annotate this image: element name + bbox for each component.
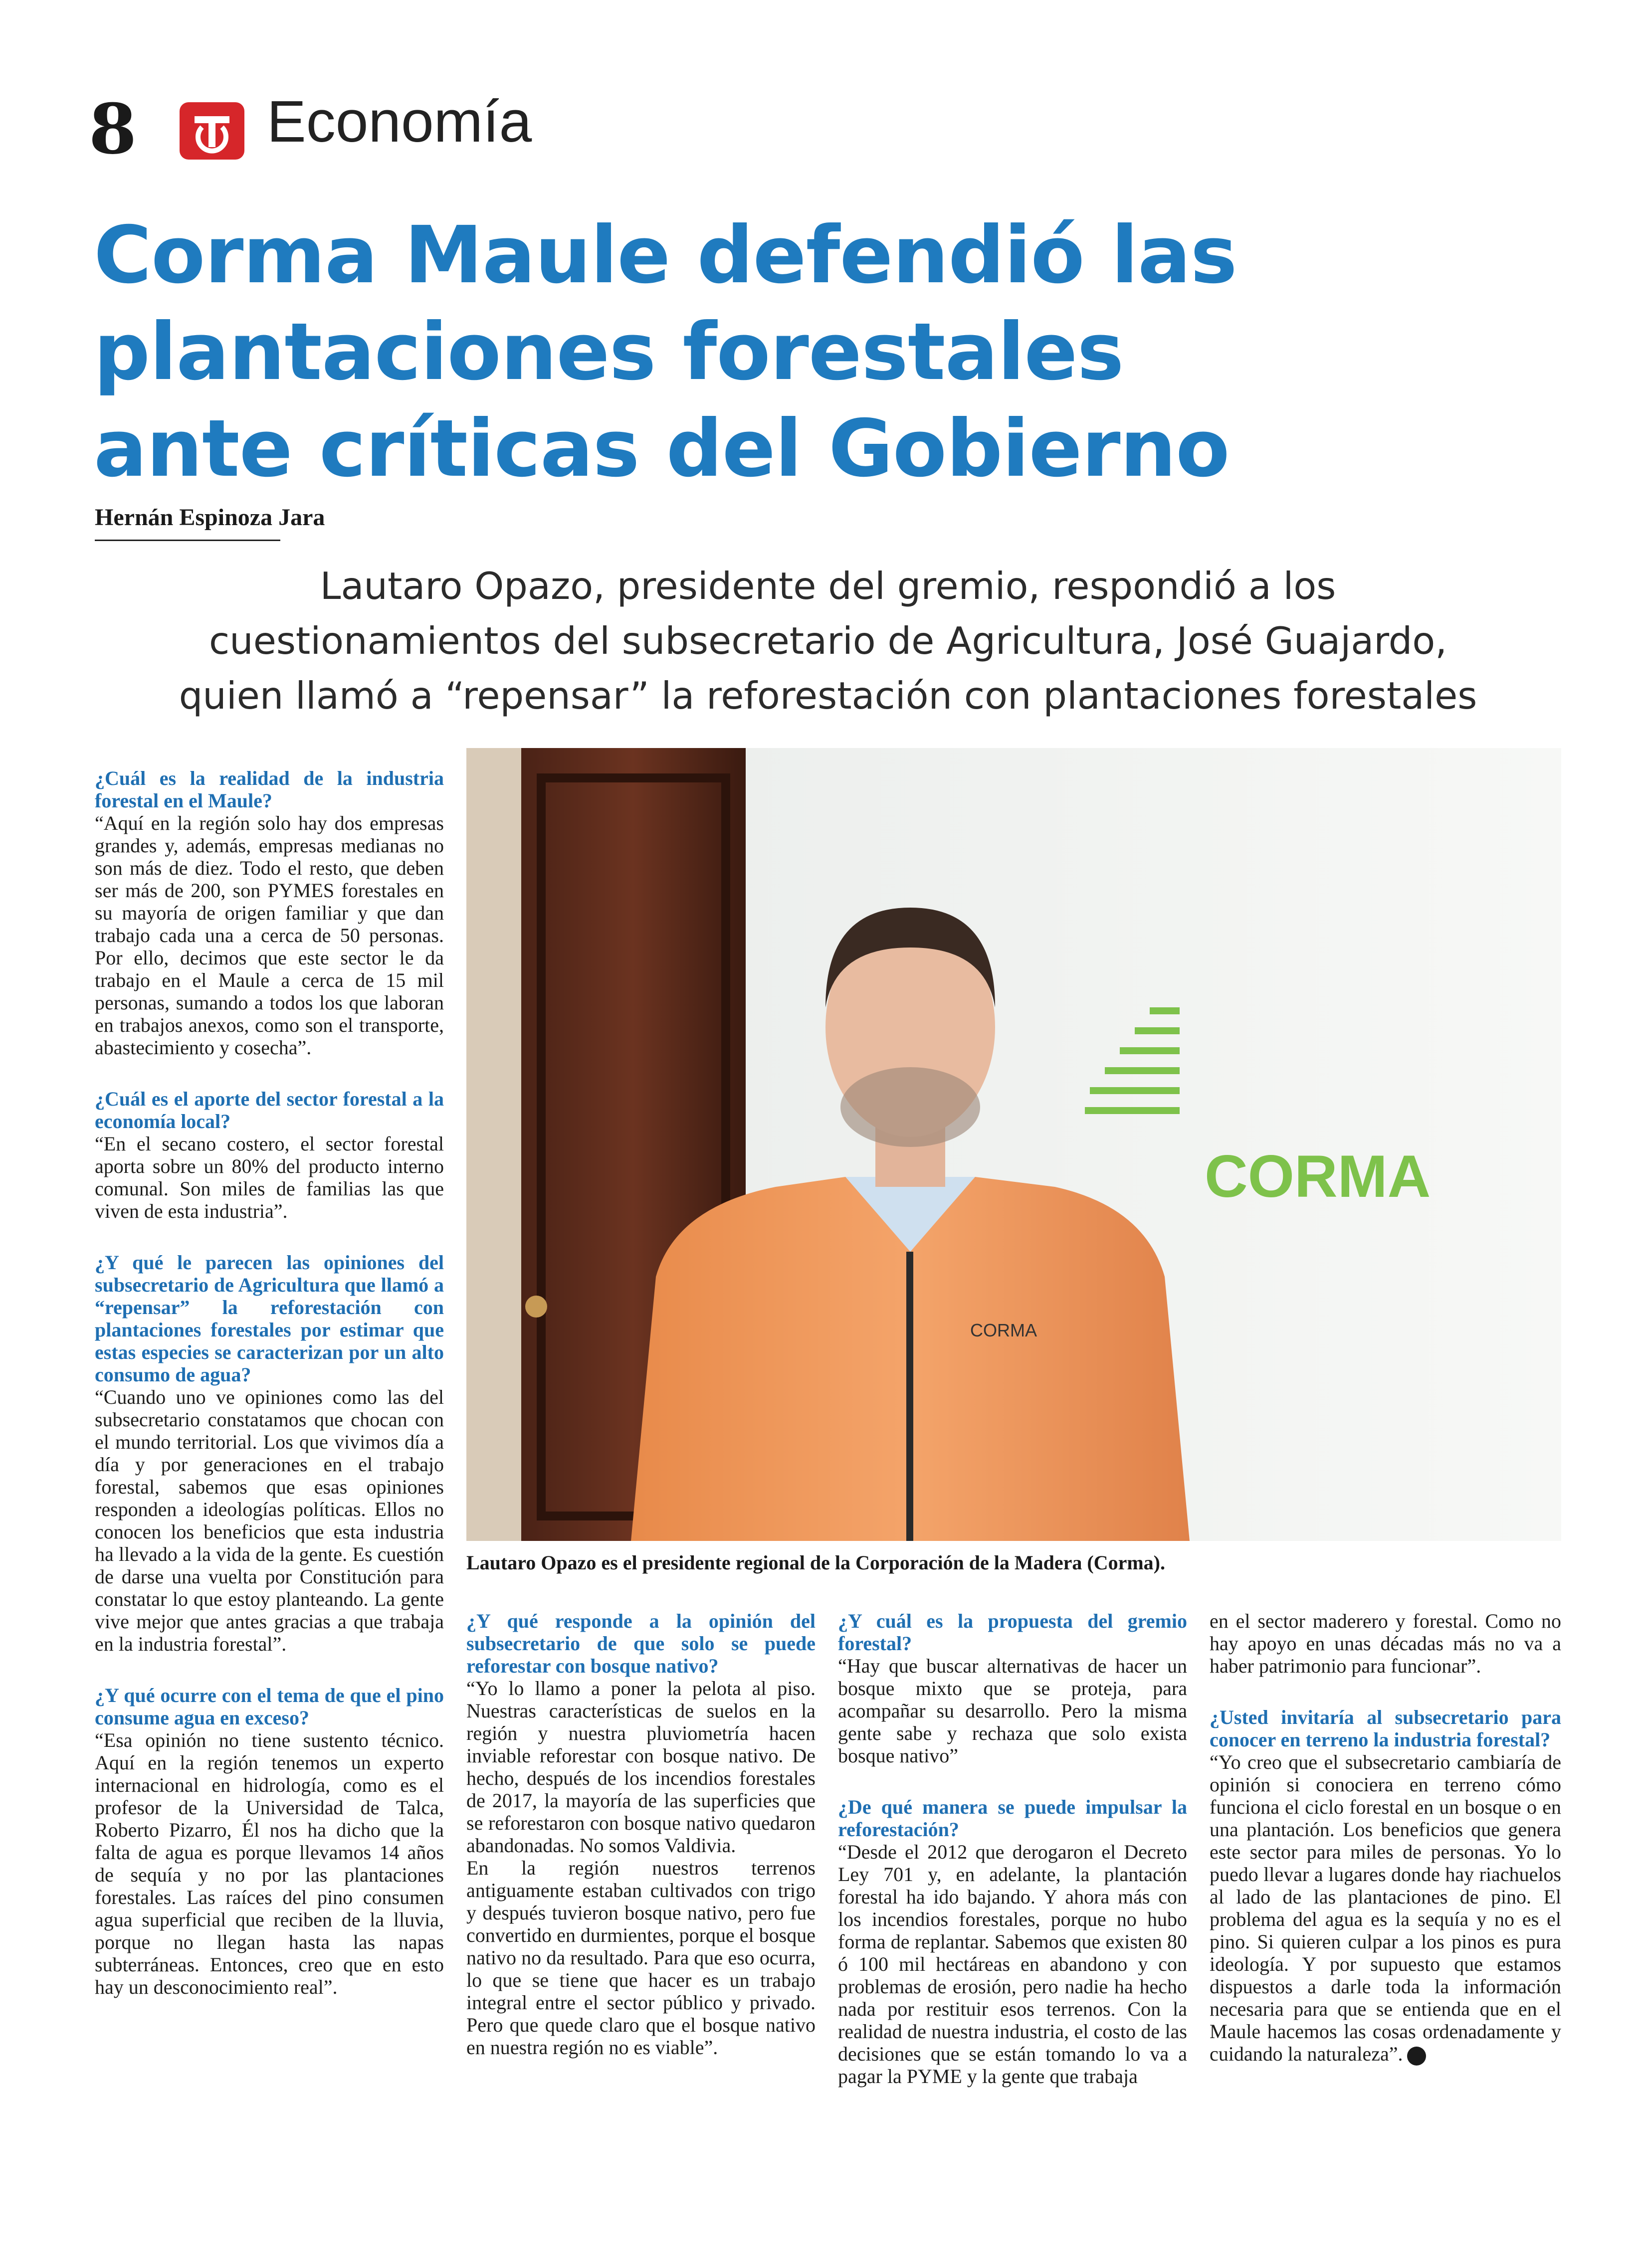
question: ¿Y qué responde a la opinión del subsecretario de que solo se puede reforestar con bosque nativo? (466, 1610, 816, 1677)
question: ¿De qué manera se puede impulsar la reforestación? (838, 1796, 1187, 1841)
question: ¿Cuál es el aporte del sector forestal a la economía local? (95, 1088, 444, 1133)
answer: “Esa opinión no tiene sustento técnico. Aquí en la región tenemos un experto internacional en hidrología, como es el profesor de la Universidad de Talca, Roberto Pizarro, Él nos ha dicho que la falta de agua es porque llevamos 14 años de sequía y no por las plantaciones forestales. Las raíces del pino consumen agua superficial que reciben de la lluvia, porque no llegan hasta las napas subterráneas. Entonces, creo que en esto hay un desconocimiento real”. (95, 1729, 444, 1998)
column-4 (1210, 1610, 1561, 2094)
byline: Hernán Espinoza Jara (95, 504, 325, 531)
answer: “En el secano costero, el sector forestal aporta sobre un 80% del producto interno comunal. Son miles de familias las que viven de esta industria”. (95, 1133, 444, 1222)
qa-block (1210, 1706, 1561, 2066)
question: ¿Usted invitaría al subsecretario para conocer en terreno la industria forestal? (1210, 1706, 1561, 1751)
headline (94, 207, 1540, 497)
photo-caption: Lautaro Opazo es el presidente regional de la Corporación de la Madera (Corma). (466, 1551, 1165, 1574)
byline-rule (95, 540, 280, 541)
qa-block (838, 1796, 1187, 2087)
wall-sign: CORMA (1205, 1143, 1431, 1210)
subhead-line: Lautaro Opazo, presidente del gremio, respondió a los (320, 564, 1336, 608)
answer: “Hay que buscar alternativas de hacer un bosque mixto que se proteja, para acompañar su desarrollo. Pero la misma gente sabe y rechaza que solo exista bosque nativo” (838, 1655, 1187, 1767)
question: ¿Y qué le parecen las opiniones del subsecretario de Agricultura que llamó a “repensar” la reforestación con plantaciones forestales por estimar que estas especies se caracterizan por un alto consumo de agua? (95, 1251, 444, 1386)
section-title: Economía (267, 89, 532, 155)
qa-block (95, 767, 444, 1059)
answer: “Cuando uno ve opiniones como las del subsecretario constatamos que chocan con el mundo territorial. Los que vivimos día a día y por generaciones en el trabajo forestal, sabemos que esas opiniones responden a ideologías políticas. Ellos no conocen los beneficios que esta industria ha llevado a la vida de la gente. Es cuestión de darse una vuelta por Constitución para constatar lo que estoy planteando. La gente vive mejor que antes gracias a que trabaja en la industria forestal”. (95, 1386, 444, 1655)
answer: “Aquí en la región solo hay dos empresas grandes y, además, empresas medianas no son más de diez. Todo el resto, que deben ser más de 200, son PYMES forestales en su mayoría de origen familiar y que dan trabajo cada una a cerca de 50 personas. Por ello, decimos que este sector le da trabajo en el Maule a cerca de 15 mil personas, sumando a todos los que laboran en trabajos anexos, como son el transporte, abastecimiento y cosecha”. (95, 812, 444, 1059)
diario-logo-icon (180, 102, 244, 160)
column-3 (838, 1610, 1187, 2116)
qa-block (1210, 1610, 1561, 1677)
question: ¿Y cuál es la propuesta del gremio forestal? (838, 1610, 1187, 1655)
subhead (80, 559, 1576, 723)
qa-block (466, 1610, 816, 1857)
headline-line: Corma Maule defendió las (94, 209, 1237, 301)
subhead-line: cuestionamientos del subsecretario de Agricultura, José Guajardo, (208, 619, 1447, 663)
qa-block (838, 1610, 1187, 1767)
qa-block (95, 1251, 444, 1655)
answer: “Yo lo llamo a poner la pelota al piso. Nuestras características de suelos en la región y nuestra pluviometría hacen inviable reforestar con bosque nativo. De hecho, después de los incendios forestales de 2017, la mayoría de las superficies que se reforestaron con bosque nativo quedaron abandonadas. No somos Valdivia. (466, 1677, 816, 1857)
column-2 (466, 1610, 816, 2087)
jacket-logo: CORMA (970, 1320, 1037, 1340)
headline-line: plantaciones forestales (94, 306, 1124, 398)
question: ¿Cuál es la realidad de la industria forestal en el Maule? (95, 767, 444, 812)
answer: “Yo creo que el subsecretario cambiaría de opinión si conociera en terreno cómo funciona el ciclo forestal en un bosque o en una plantación. Los beneficios que genera este sector para miles de personas. Yo lo puedo llevar a lugares donde hay riachuelos al lado de las plantaciones de pino. El problema del agua es la sequía y no es el pino. Si quieren culpar a los pinos es pura ideología. Y por supuesto que estamos dispuestos a darle toda la información necesaria para que se entienda que en el Maule hacemos las cosas ordenadamente y cuidando la naturaleza”. (1210, 1751, 1561, 2065)
subhead-line: quien llamó a “repensar” la reforestación con plantaciones forestales (179, 674, 1477, 718)
qa-block (95, 1088, 444, 1222)
qa-block (95, 1684, 444, 1998)
headline-line: ante críticas del Gobierno (94, 403, 1230, 495)
page-number: 8 (89, 88, 137, 170)
column-1 (95, 767, 444, 2027)
answer: “Desde el 2012 que derogaron el Decreto Ley 701 y, en adelante, la plantación forestal ha ido bajando. Y ahora más con los incendios forestales, porque no hubo forma de replantar. Sabemos que existen 80 ó 100 mil hectáreas en abandono y con problemas de erosión, pero nadie ha hecho nada por restituir esos terrenos. Con la realidad de nuestra industria, el costo de las decisiones que se están tomando lo va a pagar la PYME y la gente que trabaja (838, 1841, 1187, 2087)
question: ¿Y qué ocurre con el tema de que el pino consume agua en exceso? (95, 1684, 444, 1729)
end-mark-icon (1407, 2047, 1426, 2066)
portrait-photo (466, 748, 1561, 1541)
answer: en el sector maderero y forestal. Como no hay apoyo en unas décadas más no va a haber patrimonio para funcionar”. (1210, 1610, 1561, 1677)
answer-paragraph: En la región nuestros terrenos antiguamente estaban cultivados con trigo y después tuvieron bosque nativo, pero fue convertido en durmientes, porque el bosque nativo no da resultado. Para que eso ocurra, lo que se tiene que hacer es un trabajo integral entre el sector público y privado. Pero que quede claro que el bosque nativo en nuestra región no es viable”. (466, 1857, 816, 2059)
